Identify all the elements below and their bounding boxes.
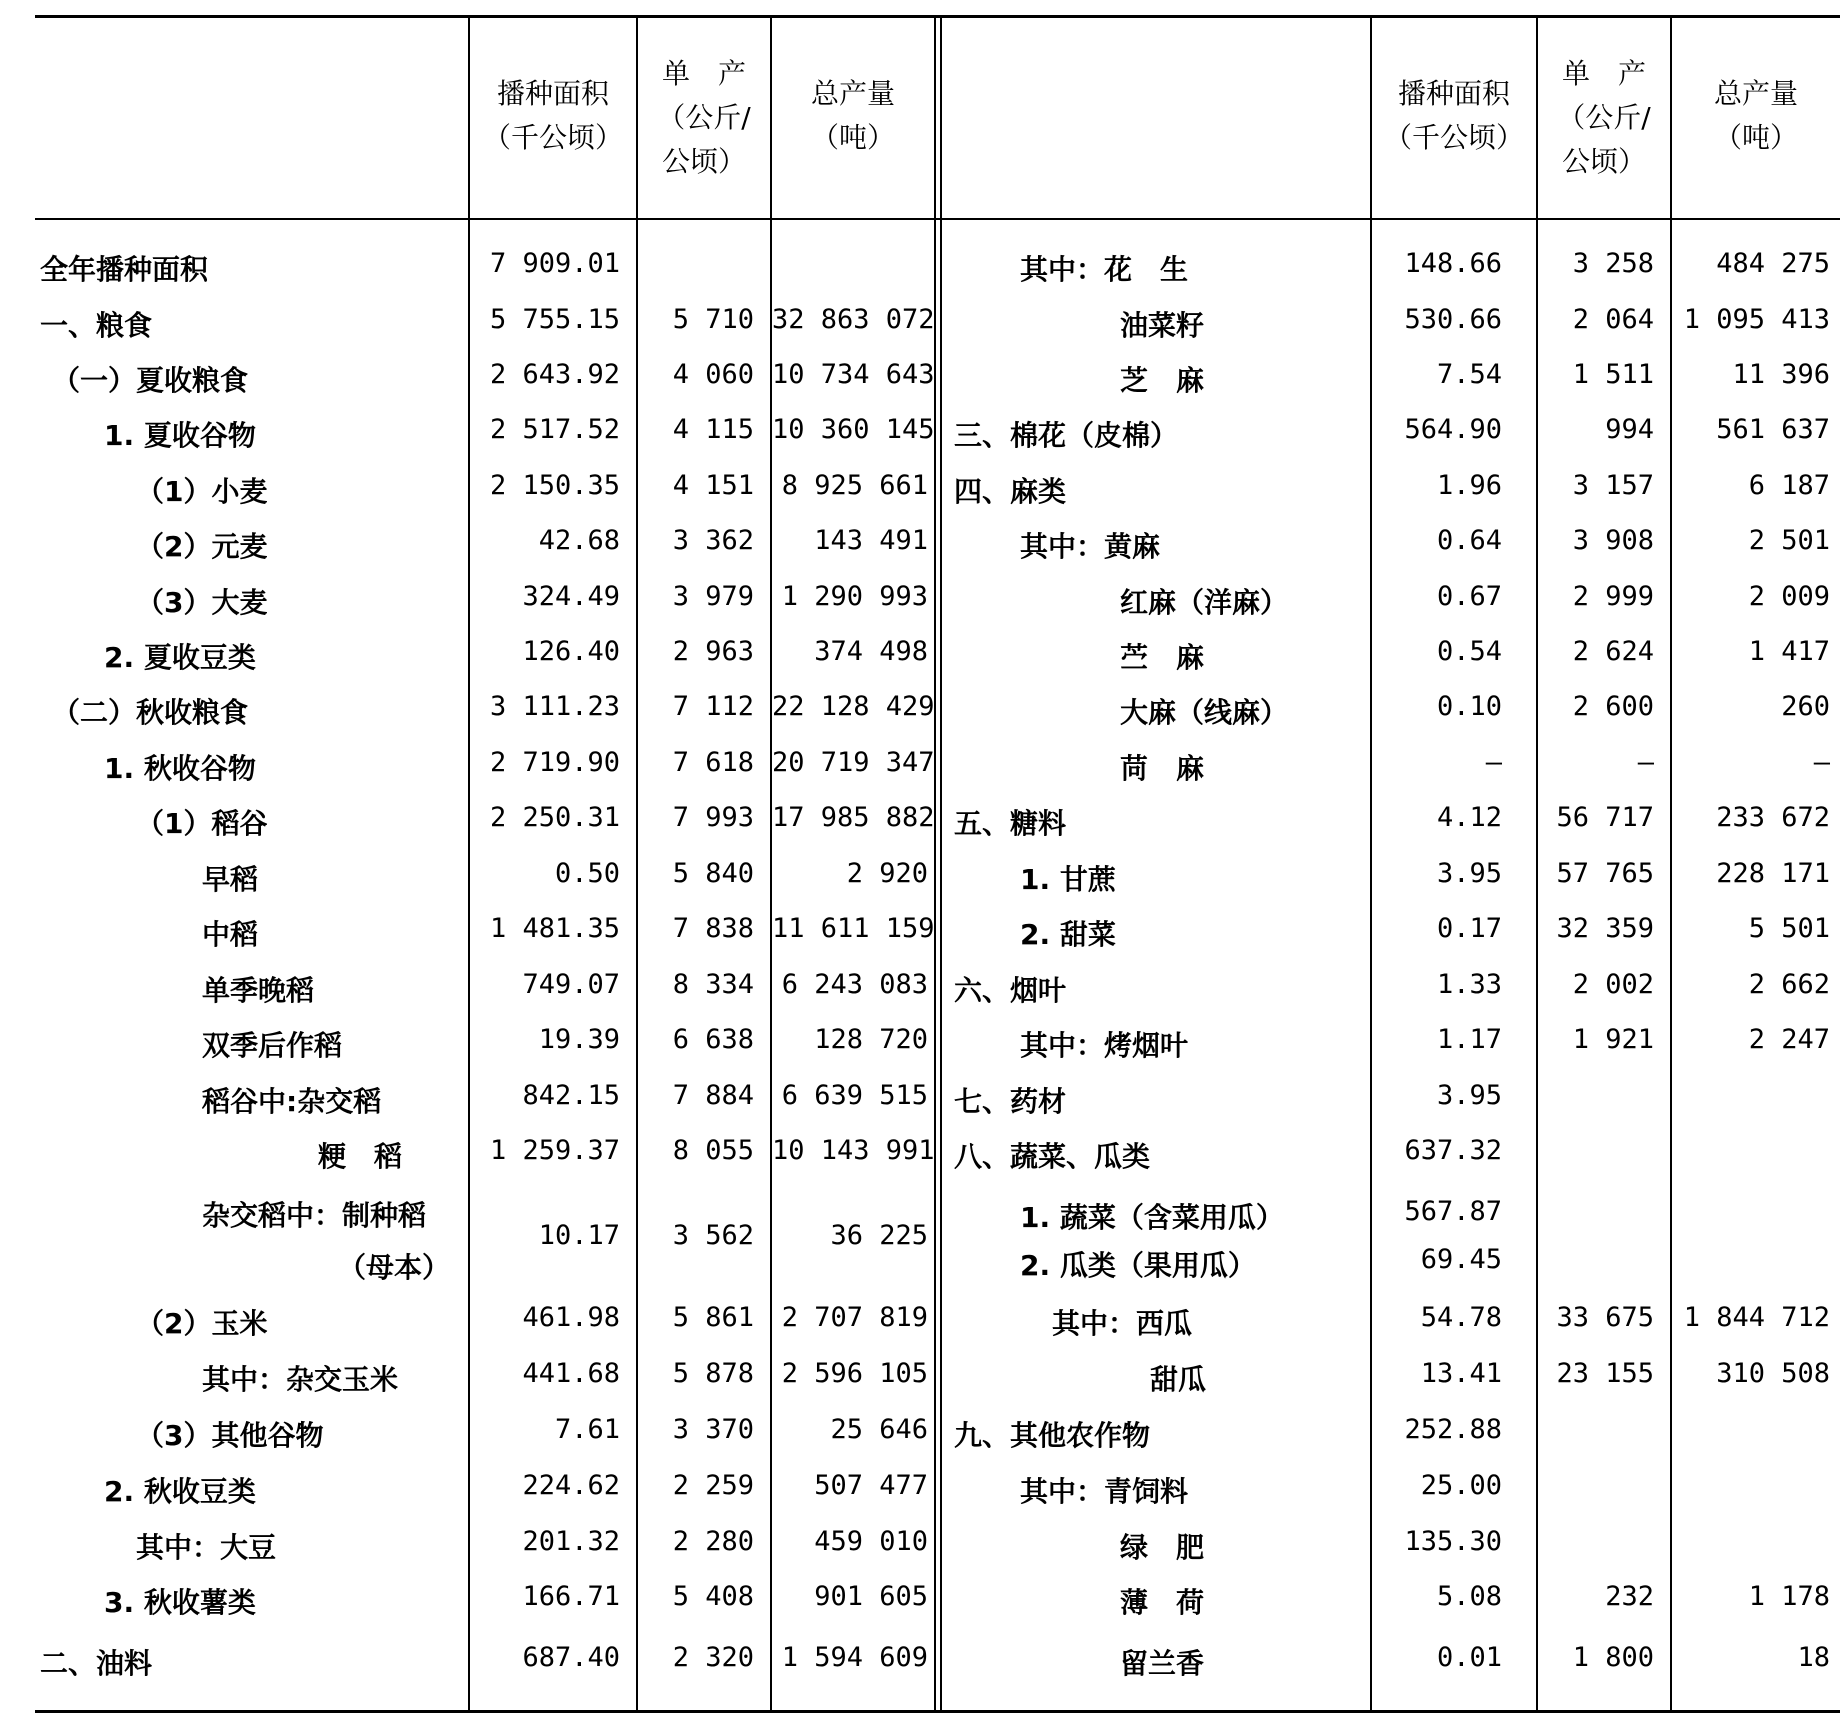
cell-output: 22 128 429 [772,691,935,722]
cell-yield: 2 280 [672,1526,754,1557]
row-label: 1. 秋收谷物 [104,752,256,785]
cell-yield: 3 908 [1572,525,1654,556]
cell-output: 128 720 [814,1024,928,1055]
cell-area: 0.17 [1436,913,1502,944]
cell-output: 32 863 072 [772,304,935,335]
row-label: （二）秋收粮食 [52,696,249,729]
cell-area: 530.66 [1404,304,1502,335]
cell-yield: — [1637,747,1654,778]
cell-output: 2 662 [1748,969,1830,1000]
header-output-left [772,72,934,160]
row-label: 其中：青饲料 [1020,1475,1189,1508]
row-label: 八、蔬菜、瓜类 [954,1140,1151,1173]
cell-area: 69.45 [1420,1244,1502,1275]
row-label: 双季后作稻 [202,1029,343,1062]
cell-output: 1 290 993 [781,581,928,612]
row-label: （1）稻谷 [136,807,268,840]
cell-output: 36 225 [830,1220,928,1251]
cell-area: 1.17 [1436,1024,1502,1055]
cell-yield: 5 861 [672,1302,754,1333]
cell-yield: 7 112 [672,691,754,722]
cell-output: 233 672 [1716,802,1830,833]
cell-output: 8 925 661 [781,470,928,501]
cell-area: 842.15 [522,1080,620,1111]
cell-yield: 1 511 [1572,359,1654,390]
row-label: 1. 甘蔗 [1020,863,1116,896]
cell-output: 1 844 712 [1683,1302,1830,1333]
cell-output: 901 605 [814,1581,928,1612]
cell-area: 148.66 [1404,248,1502,279]
header-yield-line3: 公顷） [661,145,746,178]
cell-area: 5.08 [1436,1581,1502,1612]
cell-area: 2 643.92 [489,359,620,390]
header-area-line2: （千公顷） [1383,121,1524,154]
cell-yield: 3 157 [1572,470,1654,501]
cell-area: 0.54 [1436,636,1502,667]
cell-area: 687.40 [522,1642,620,1673]
table-row [0,248,1840,288]
cell-yield: 3 362 [672,525,754,556]
cell-yield: 2 963 [672,636,754,667]
table-row [0,858,1840,898]
row-label: 2. 甜菜 [1020,918,1116,951]
row-label: 其中：大豆 [136,1531,277,1564]
cell-yield: 23 155 [1556,1358,1654,1389]
cell-output: 143 491 [814,525,928,556]
cell-area: 567.87 [1404,1196,1502,1227]
table-row [0,414,1840,454]
cell-area: 564.90 [1404,414,1502,445]
header-rule [35,218,1840,220]
cell-yield: 8 055 [672,1135,754,1166]
cell-yield: 57 765 [1556,858,1654,889]
cell-output: 561 637 [1716,414,1830,445]
cell-yield: 3 979 [672,581,754,612]
row-label: 四、麻类 [954,475,1067,508]
cell-output: 6 243 083 [781,969,928,1000]
cell-yield: 2 999 [1572,581,1654,612]
cell-output: 2 596 105 [781,1358,928,1389]
table-row [0,1414,1840,1454]
row-label: 五、糖料 [954,807,1067,840]
table-row [0,1358,1840,1398]
cell-area: 1 481.35 [489,913,620,944]
cell-area: 749.07 [522,969,620,1000]
cell-yield: 2 002 [1572,969,1654,1000]
row-label: 1. 夏收谷物 [104,419,256,452]
header-yield-line2: （公斤/ [657,101,751,134]
cell-area: 441.68 [522,1358,620,1389]
table-row [0,747,1840,787]
cell-yield: 5 840 [672,858,754,889]
row-label: 七、药材 [954,1085,1067,1118]
header-yield-left [638,52,770,184]
table-row [0,581,1840,621]
table-row [0,1244,1840,1284]
cell-yield: 5 710 [672,304,754,335]
cell-output: — [1813,747,1830,778]
row-label: 绿 肥 [1120,1531,1205,1564]
cell-area: 0.01 [1436,1642,1502,1673]
cell-area: 324.49 [522,581,620,612]
row-label: 单季晚稻 [202,974,315,1007]
header-output-right [1672,72,1840,160]
cell-output: 11 396 [1732,359,1830,390]
row-label: 早稻 [202,863,259,896]
row-label: 其中：花 生 [1020,253,1189,286]
cell-area: 1.96 [1436,470,1502,501]
cell-area: 54.78 [1420,1302,1502,1333]
cell-yield: 3 258 [1572,248,1654,279]
table-row [0,802,1840,842]
cell-output: 6 187 [1748,470,1830,501]
table-row [0,1080,1840,1120]
cell-area: 5 755.15 [489,304,620,335]
cell-output: 10 360 145 [772,414,935,445]
cell-yield: 4 115 [672,414,754,445]
table-row [0,1302,1840,1342]
cell-area: 637.32 [1404,1135,1502,1166]
cell-output: 459 010 [814,1526,928,1557]
row-label: 红麻（洋麻） [1120,586,1289,619]
cell-area: 0.50 [554,858,620,889]
table-row [0,913,1840,953]
cell-output: 1 178 [1748,1581,1830,1612]
row-label: 三、棉花（皮棉） [954,419,1179,452]
cell-output: 18 [1797,1642,1830,1673]
cell-output: 2 501 [1748,525,1830,556]
cell-area: 166.71 [522,1581,620,1612]
cell-output: 2 707 819 [781,1302,928,1333]
table-row [0,969,1840,1009]
row-label: （2）元麦 [136,530,268,563]
cell-area: 1.33 [1436,969,1502,1000]
table-row [0,1642,1840,1682]
header-area-right [1372,72,1536,160]
row-label: 九、其他农作物 [954,1419,1151,1452]
cell-yield: 5 878 [672,1358,754,1389]
cell-area: 201.32 [522,1526,620,1557]
table-row [0,359,1840,399]
cell-area: 0.64 [1436,525,1502,556]
row-label: 稻谷中:杂交稻 [202,1085,382,1118]
table-row [0,1196,1840,1236]
cell-area: 2 250.31 [489,802,620,833]
row-label: 大麻（线麻） [1120,696,1289,729]
table-row [0,1470,1840,1510]
row-label: （3）其他谷物 [136,1419,324,1452]
cell-output: 25 646 [830,1414,928,1445]
header-output-line2: （吨） [1713,121,1798,154]
cell-area: 10.17 [538,1220,620,1251]
cell-output: 1 095 413 [1683,304,1830,335]
cell-output: 10 143 991 [772,1135,935,1166]
cell-area: 1 259.37 [489,1135,620,1166]
cell-yield: 8 334 [672,969,754,1000]
cell-output: 6 639 515 [781,1080,928,1111]
header-yield-line2: （公斤/ [1557,101,1651,134]
cell-output: 228 171 [1716,858,1830,889]
row-label: 2. 秋收豆类 [104,1475,256,1508]
header-area-line2: （千公顷） [482,121,623,154]
cell-output: 20 719 347 [772,747,935,778]
row-label: 六、烟叶 [954,974,1067,1007]
cell-area: 2 150.35 [489,470,620,501]
cell-area: 25.00 [1420,1470,1502,1501]
cell-area: 13.41 [1420,1358,1502,1389]
cell-area: 3.95 [1436,1080,1502,1111]
cell-yield: 2 064 [1572,304,1654,335]
row-label: 其中：杂交玉米 [202,1363,399,1396]
cell-yield: 232 [1605,1581,1654,1612]
cell-output: 2 247 [1748,1024,1830,1055]
cell-yield: 7 884 [672,1080,754,1111]
cell-yield: 4 060 [672,359,754,390]
cell-area: 461.98 [522,1302,620,1333]
row-label: 二、油料 [40,1647,153,1680]
cell-yield: 2 600 [1572,691,1654,722]
cell-yield: 7 993 [672,802,754,833]
row-label: 苎 麻 [1120,641,1205,674]
cell-yield: 56 717 [1556,802,1654,833]
cell-area: 0.67 [1436,581,1502,612]
cell-area: 135.30 [1404,1526,1502,1557]
cell-output: 2 920 [846,858,928,889]
cell-output: 5 501 [1748,913,1830,944]
row-label: 2. 瓜类（果用瓜） [1020,1249,1256,1282]
row-label: 其中：黄麻 [1020,530,1161,563]
cell-area: 3 111.23 [489,691,620,722]
row-label: 甜瓜 [1150,1363,1207,1396]
row-label-continued: （母本） [338,1251,451,1284]
table-row [0,636,1840,676]
table-row [0,1135,1840,1175]
cell-area: 2 517.52 [489,414,620,445]
row-label: （2）玉米 [136,1307,268,1340]
cell-yield: 1 921 [1572,1024,1654,1055]
table-row [0,304,1840,344]
row-label: 1. 蔬菜（含菜用瓜） [1020,1201,1284,1234]
cell-yield: 2 624 [1572,636,1654,667]
cell-area: 0.10 [1436,691,1502,722]
row-label: 2. 夏收豆类 [104,641,256,674]
cell-output: 11 611 159 [772,913,935,944]
row-label: （一）夏收粮食 [52,364,249,397]
cell-area: 126.40 [522,636,620,667]
bottom-rule [35,1710,1840,1713]
cell-output: 484 275 [1716,248,1830,279]
row-label: 苘 麻 [1120,752,1205,785]
row-label: 芝 麻 [1120,364,1205,397]
header-output-line2: （吨） [810,121,895,154]
cell-yield: 3 370 [672,1414,754,1445]
header-output-line1: 总产量 [810,77,895,110]
cell-yield: 3 562 [672,1220,754,1251]
cell-yield: 32 359 [1556,913,1654,944]
row-label: 3. 秋收薯类 [104,1586,256,1619]
cell-area: 7.61 [554,1414,620,1445]
cell-area: 7 909.01 [489,248,620,279]
cell-yield: 7 618 [672,747,754,778]
row-label: 粳 稻 [318,1140,403,1173]
cell-output: 1 594 609 [781,1642,928,1673]
table-row [0,1024,1840,1064]
header-area-left [470,72,636,160]
cell-area: 42.68 [538,525,620,556]
row-label: （3）大麦 [136,586,268,619]
row-label: 中稻 [202,918,259,951]
cell-yield: 4 151 [672,470,754,501]
cell-area: 2 719.90 [489,747,620,778]
header-output-line1: 总产量 [1713,77,1798,110]
row-label: 杂交稻中：制种稻 [202,1199,427,1232]
table-row [0,1526,1840,1566]
cell-area: 4.12 [1436,802,1502,833]
header-yield-right [1538,52,1670,184]
cell-output: 17 985 882 [772,802,935,833]
cell-yield: 33 675 [1556,1302,1654,1333]
row-label: 留兰香 [1120,1647,1205,1680]
cell-output: 310 508 [1716,1358,1830,1389]
cell-area: 19.39 [538,1024,620,1055]
header-area-line1: 播种面积 [496,77,609,110]
table-row [0,470,1840,510]
table-row [0,691,1840,731]
cell-yield: 2 320 [672,1642,754,1673]
cell-yield: 2 259 [672,1470,754,1501]
cell-output: 10 734 643 [772,359,935,390]
row-label: 其中：烤烟叶 [1020,1029,1189,1062]
cell-yield: 1 800 [1572,1642,1654,1673]
cell-area: 252.88 [1404,1414,1502,1445]
row-label: 一、粮食 [40,309,153,342]
row-label: 全年播种面积 [40,253,209,286]
cell-output: 260 [1781,691,1830,722]
header-yield-line3: 公顷） [1561,145,1646,178]
row-label: 其中：西瓜 [1052,1307,1193,1340]
row-label: （1）小麦 [136,475,268,508]
cell-yield: 994 [1605,414,1654,445]
cell-output: 507 477 [814,1470,928,1501]
cell-yield: 6 638 [672,1024,754,1055]
cell-area: — [1485,747,1502,778]
cell-output: 1 417 [1748,636,1830,667]
row-label: 油菜籽 [1120,309,1205,342]
cell-output: 2 009 [1748,581,1830,612]
header-yield-line1: 单 产 [1561,57,1646,90]
row-label: 薄 荷 [1120,1586,1205,1619]
table-row [0,525,1840,565]
cell-yield: 7 838 [672,913,754,944]
header-area-line1: 播种面积 [1397,77,1510,110]
cell-yield: 5 408 [672,1581,754,1612]
cell-area: 3.95 [1436,858,1502,889]
cell-output: 374 498 [814,636,928,667]
top-rule [35,15,1840,18]
header-yield-line1: 单 产 [661,57,746,90]
table-row [0,1581,1840,1621]
cell-area: 7.54 [1436,359,1502,390]
cell-area: 224.62 [522,1470,620,1501]
